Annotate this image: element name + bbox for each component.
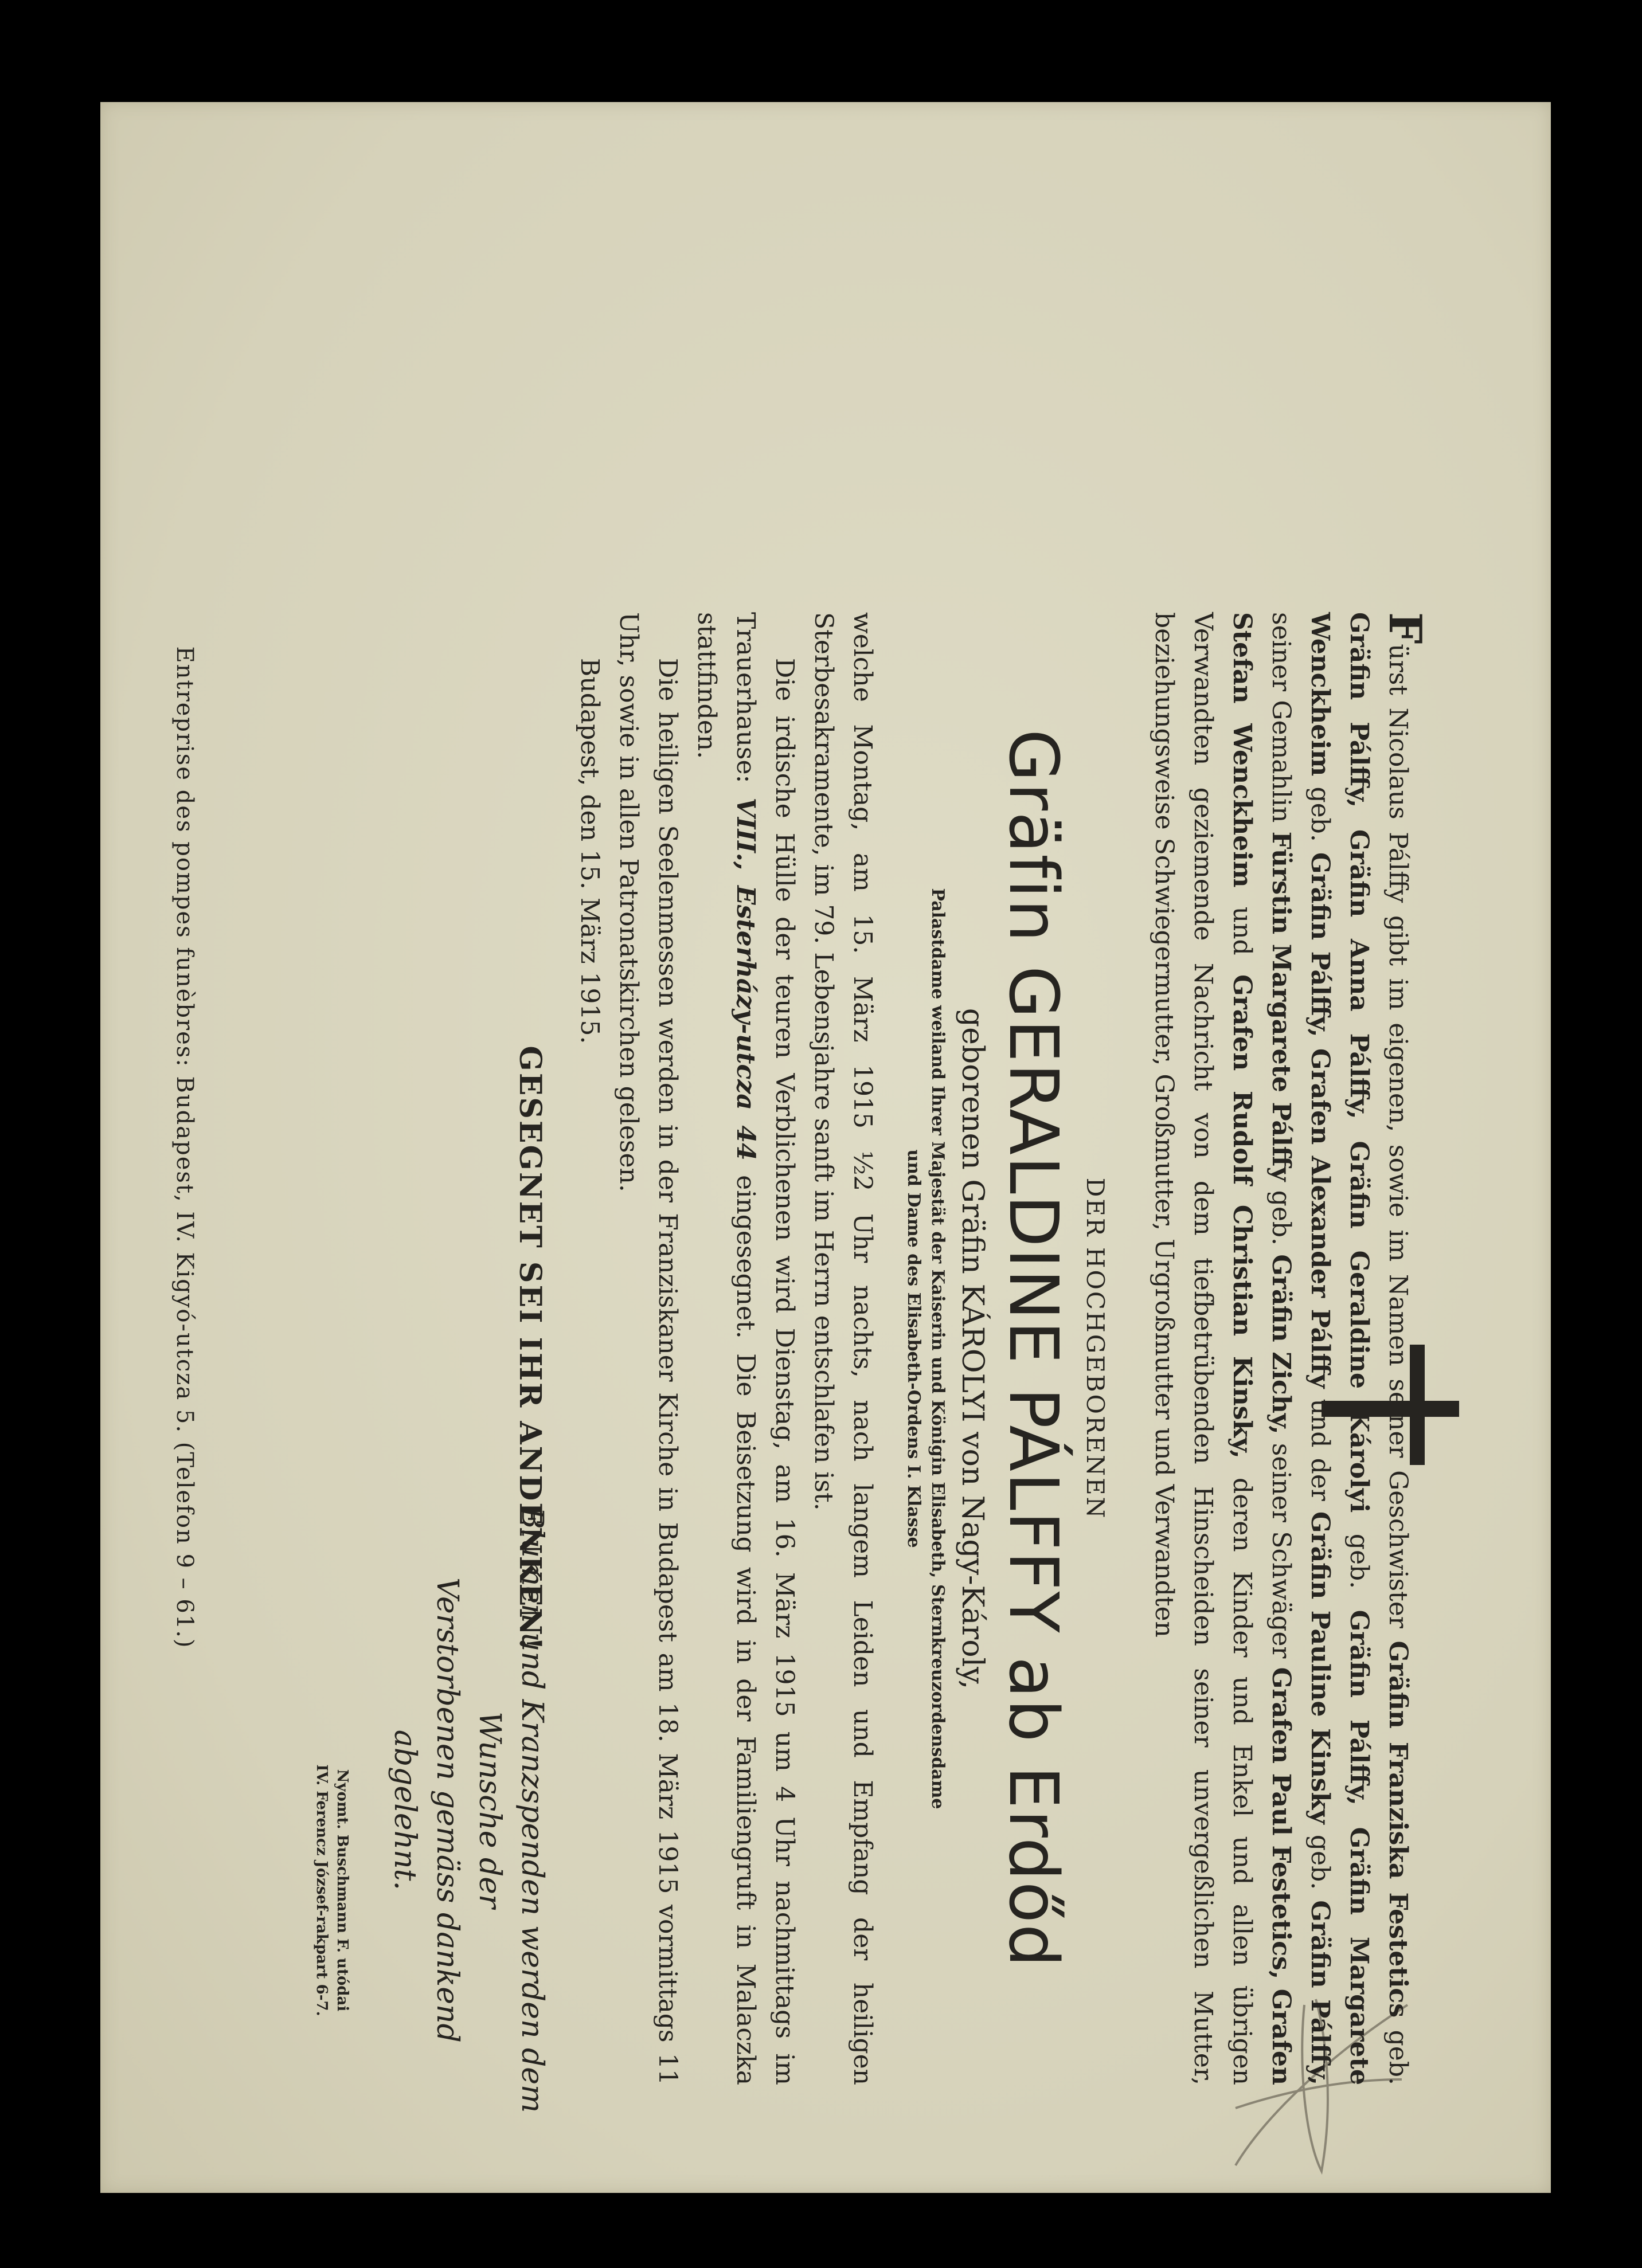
- hochgeborenen-heading: DER HOCHGEBORENEN: [1081, 1177, 1109, 1520]
- intro-segment: Gräfin Pálffy, Gräfin Margarete Wenckheim: [1305, 612, 1374, 2085]
- intro-segment: Gräfin Franziska Festetics: [1383, 1640, 1413, 2018]
- intro-segment: geb.: [1305, 1824, 1335, 1901]
- intro-segment: geb.: [1344, 1513, 1374, 1610]
- intro-segment: Fürstin Margarete Pálffy: [1266, 831, 1296, 1182]
- place-date: Budapest, den 15. März 1915.: [575, 658, 604, 1044]
- death-paragraph: welche Montag, am 15. März 1915 ½2 Uhr nachts, nach langem Leiden und Empfang der heiligen Sterbesakramente, im 79. Lebensjahre sanft im Herrn entschlafen ist.: [809, 612, 877, 2085]
- notice-body: [510, 612, 1431, 2086]
- blessing-line: GESEGNET SEI IHR ANDENKEN!: [513, 1045, 548, 1652]
- intro-segment: Gräfin Pálffy, Gräfin Anna Pálffy, Gräfin Geraldine Károlyi: [1344, 612, 1374, 1513]
- intro-segment: Grafen Rudolf Christian Kinsky,: [1227, 974, 1257, 1459]
- maiden-name: geborenen Gräfin KÁROLYI von Nagy-Károly,: [955, 1008, 990, 1690]
- funeral-company-line: Entreprise des pompes funèbres: Budapest, IV. Kigyó-utcza 5. (Telefon 9 – 61.): [171, 646, 198, 1649]
- intro-segment: ürst Nicolaus Pálffy gibt im eigenen, sowie im Namen seiner Geschwister: [1383, 644, 1413, 1641]
- death-notice-card: [100, 102, 1551, 2193]
- masses-paragraph: Die heiligen Seelenmessen werden in der Franziskaner Kirche in Budapest am 18. März 1915 vormittags 11 Uhr, sowie in allen Patronatskirchen gelesen.: [614, 612, 682, 2085]
- intro-segment: geb.: [1383, 2017, 1413, 2085]
- intro-segment: geb.: [1305, 776, 1335, 852]
- intro-segment: geb.: [1266, 1181, 1296, 1255]
- intro-segment: und der: [1305, 1388, 1335, 1511]
- intro-segment: Gräfin Pálffy,: [1305, 1900, 1335, 2085]
- rotated-text-block: [100, 102, 1551, 2193]
- intro-segment: Gräfin Pauline Kinsky: [1305, 1511, 1335, 1824]
- main-text: [570, 612, 882, 2085]
- title-line-2: und Dame des Elisabeth-Ordens I. Klasse: [904, 1149, 924, 1548]
- intro-paragraph: [1144, 612, 1431, 2086]
- printer-imprint: Nyomt. Buschmann F. utódai IV. Ferencz József-rakpart 6-7.: [313, 1764, 351, 2016]
- intro-segment: Gräfin Zichy,: [1266, 1254, 1296, 1435]
- intro-segment: und: [1227, 887, 1257, 975]
- intro-text: [1150, 612, 1413, 2085]
- house-address: VIII., Esterházy-utcza 44: [731, 797, 760, 1161]
- burial-paragraph: Die irdische Hülle der teuren Verblichenen wird Dienstag, am 16. März 1915 um 4 Uhr nachmittags im Trauerhause: VIII., Esterházy-utcza 44 eingesegnet. Die Beisetzung wird in der Familiengruft in Malaczka stattfinden.: [692, 612, 799, 2085]
- drop-cap: F: [1379, 612, 1431, 644]
- title-line-1: Palastdame weiland Ihrer Majestät der Kaiserin und Königin Elisabeth, Sternkreuzordensdame: [928, 888, 948, 1809]
- intro-segment: seiner Schwäger: [1266, 1434, 1296, 1667]
- deceased-name: Gräfin GERALDINE PÁLFFY ab Erdőd: [994, 729, 1073, 1968]
- intro-segment: Grafen Paul Festetics, Grafen Stefan Wenckheim: [1227, 612, 1296, 2085]
- intro-segment: deren Kinder und Enkel und allen übrigen Verwandten geziemende Nachricht von dem tiefbetrübenden Hinscheiden seiner unvergeßlichen Mutter, beziehungsweise Schwiegermutter, Großmutter, Urgroßmutter und Verwandten: [1150, 612, 1257, 2086]
- intro-segment: Gräfin Pálffy, Grafen Alexander Pálffy: [1305, 852, 1335, 1389]
- flowers-note: Blumen und Kranzspenden werden dem Wunsche der Verstorbenen gemäss dankend abgelehnt.: [388, 1507, 549, 2113]
- intro-segment: seiner Gemahlin: [1266, 612, 1296, 832]
